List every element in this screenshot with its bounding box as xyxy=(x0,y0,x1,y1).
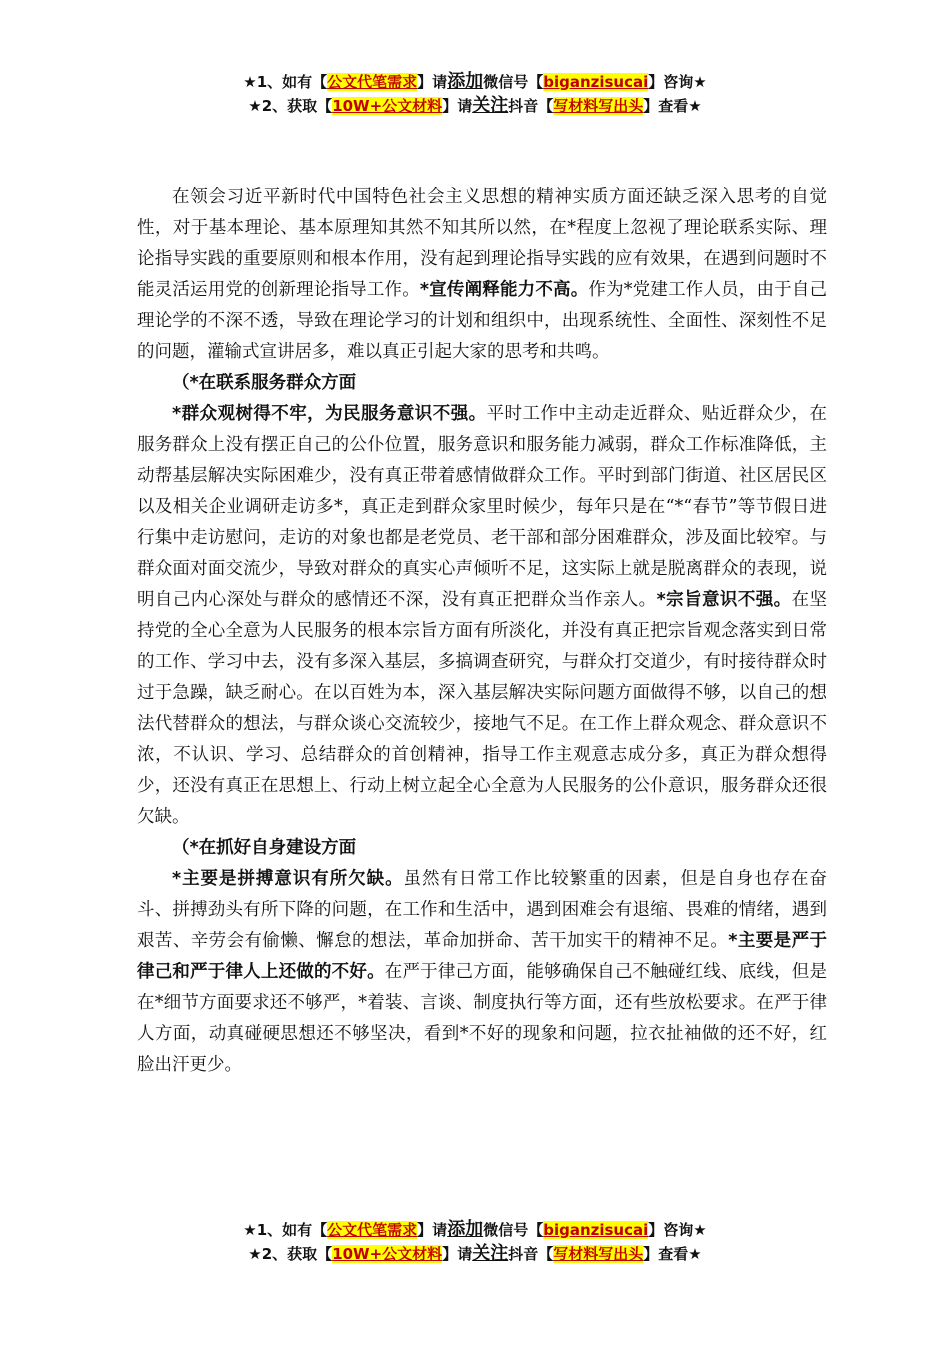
banner-line-1 xyxy=(0,1218,950,1242)
paragraph-bold-lead: *主要是拼搏意识有所欠缺。 xyxy=(172,869,404,889)
paragraph-serve-masses xyxy=(137,399,827,833)
highlight-material: 10W+公文材料 xyxy=(332,97,443,115)
footer-banner xyxy=(0,1218,950,1266)
emphasis-add: 添加 xyxy=(447,71,484,92)
paragraph-text: 作为*党建工作人员，由于自己理论学的不深不透，导致在理论学习的计划和组织中，出现系统性、全面性、深刻性不足的问题，灌输式宣讲居多，难以真正引起大家的思考和共鸣。 xyxy=(137,280,828,362)
highlight-wechat-id: biganzisucai xyxy=(543,73,649,91)
banner-text: ★2、获取【 xyxy=(248,1245,333,1263)
paragraph-text: 平时工作中主动走近群众、贴近群众少，在服务群众上没有摆正自己的公仆位置，服务意识和服务能力减弱，群众工作标准降低，主动帮基层解决实际困难少，没有真正带着感情做群众工作。平时到部门街道、社区居民区以及相关企业调研走访多*，真正走到群众家里时候少，每年只是在“*“春节”等节假日进行集中走访慰问，走访的对象也都是老党员、老干部和部分困难群众，涉及面比较窄。与群众面对面交流少，导致对群众的真实心声倾听不足，这实际上就是脱离群众的表现，说明自己内心深处与群众的感情还不深，没有真正把群众当作亲人。 xyxy=(137,404,827,610)
banner-line-1 xyxy=(0,70,950,94)
paragraph-bold-lead: *宣传阐释能力不高。 xyxy=(419,280,589,300)
paragraph-text: 在坚持党的全心全意为人民服务的根本宗旨方面有所淡化，并没有真正把宗旨观念落实到日常的工作、学习中去，没有多深入基层，多搞调查研究，与群众打交道少，有时接待群众时过于急躁，缺乏耐心。在以百姓为本，深入基层解决实际问题方面做得不够，以自己的想法代替群众的想法，与群众谈心交流较少，接地气不足。在工作上群众观念、群众意识不浓，不认识、学习、总结群众的首创精神，指导工作主观意志成分多，真正为群众想得少，还没有真正在思想上、行动上树立起全心全意为人民服务的公仆意识，服务群众还很欠缺。 xyxy=(137,590,828,827)
banner-text: 】请 xyxy=(442,97,473,115)
document-body xyxy=(137,182,827,1081)
banner-text: 】请 xyxy=(417,73,448,91)
paragraph-text: 虽然有日常工作比较繁重的因素，但是自身也存在奋斗、拼搏劲头有所下降的问题，在工作和生活中，遇到困难会有退缩、畏难的情绪，遇到艰苦、辛劳会有偷懒、懈怠的想法，革命加拼命、苦干加实干的精神不足。 xyxy=(137,869,828,951)
banner-text: 】咨询★ xyxy=(648,73,707,91)
banner-line-2 xyxy=(0,1242,950,1266)
header-banner xyxy=(0,70,950,118)
highlight-demand: 公文代笔需求 xyxy=(327,73,418,91)
section-heading-serve-masses: （*在联系服务群众方面 xyxy=(172,373,357,393)
banner-text: 】查看★ xyxy=(643,97,702,115)
emphasis-follow: 关注 xyxy=(472,95,509,116)
banner-text: 】查看★ xyxy=(643,1245,702,1263)
banner-text: 】请 xyxy=(442,1245,473,1263)
highlight-material: 10W+公文材料 xyxy=(332,1245,443,1263)
banner-text: 微信号【 xyxy=(483,73,544,91)
banner-text: ★1、如有【 xyxy=(243,73,328,91)
highlight-wechat-id: biganzisucai xyxy=(543,1221,649,1239)
banner-line-2 xyxy=(0,94,950,118)
paragraph-bold-lead: *宗旨意识不强。 xyxy=(656,590,792,610)
paragraph-self-building xyxy=(137,864,827,1081)
highlight-douyin: 写材料写出头 xyxy=(553,1245,644,1263)
paragraph-bold-lead: *群众观树得不牢，为民服务意识不强。 xyxy=(172,404,487,424)
section-heading-self-building: （*在抓好自身建设方面 xyxy=(172,838,357,858)
paragraph-text: 在严于律己方面，能够确保自己不触碰红线、底线，但是在*细节方面要求还不够严，*着装、言谈、制度执行等方面，还有些放松要求。在严于律人方面，动真碰硬思想还不够坚决，看到*不好的现象和问题，拉衣扯袖做的还不好，红脸出汗更少。 xyxy=(137,962,828,1075)
banner-text: 】请 xyxy=(417,1221,448,1239)
paragraph-bold-lead: *主要是严于律己和严于律人上还做的不好。 xyxy=(137,931,828,982)
highlight-demand: 公文代笔需求 xyxy=(327,1221,418,1239)
banner-text: 微信号【 xyxy=(483,1221,544,1239)
paragraph-text: 在领会习近平新时代中国特色社会主义思想的精神实质方面还缺乏深入思考的自觉性，对于基本理论、基本原理知其然不知其所以然，在*程度上忽视了理论联系实际、理论指导实践的重要原则和根本作用，没有起到理论指导实践的应有效果，在遇到问题时不能灵活运用党的创新理论指导工作。 xyxy=(137,187,827,300)
emphasis-follow: 关注 xyxy=(472,1243,509,1264)
banner-text: 】咨询★ xyxy=(648,1221,707,1239)
paragraph-theory xyxy=(137,182,827,368)
emphasis-add: 添加 xyxy=(447,1219,484,1240)
banner-text: 抖音【 xyxy=(508,97,554,115)
banner-text: 抖音【 xyxy=(508,1245,554,1263)
highlight-douyin: 写材料写出头 xyxy=(553,97,644,115)
banner-text: ★1、如有【 xyxy=(243,1221,328,1239)
banner-text: ★2、获取【 xyxy=(248,97,333,115)
